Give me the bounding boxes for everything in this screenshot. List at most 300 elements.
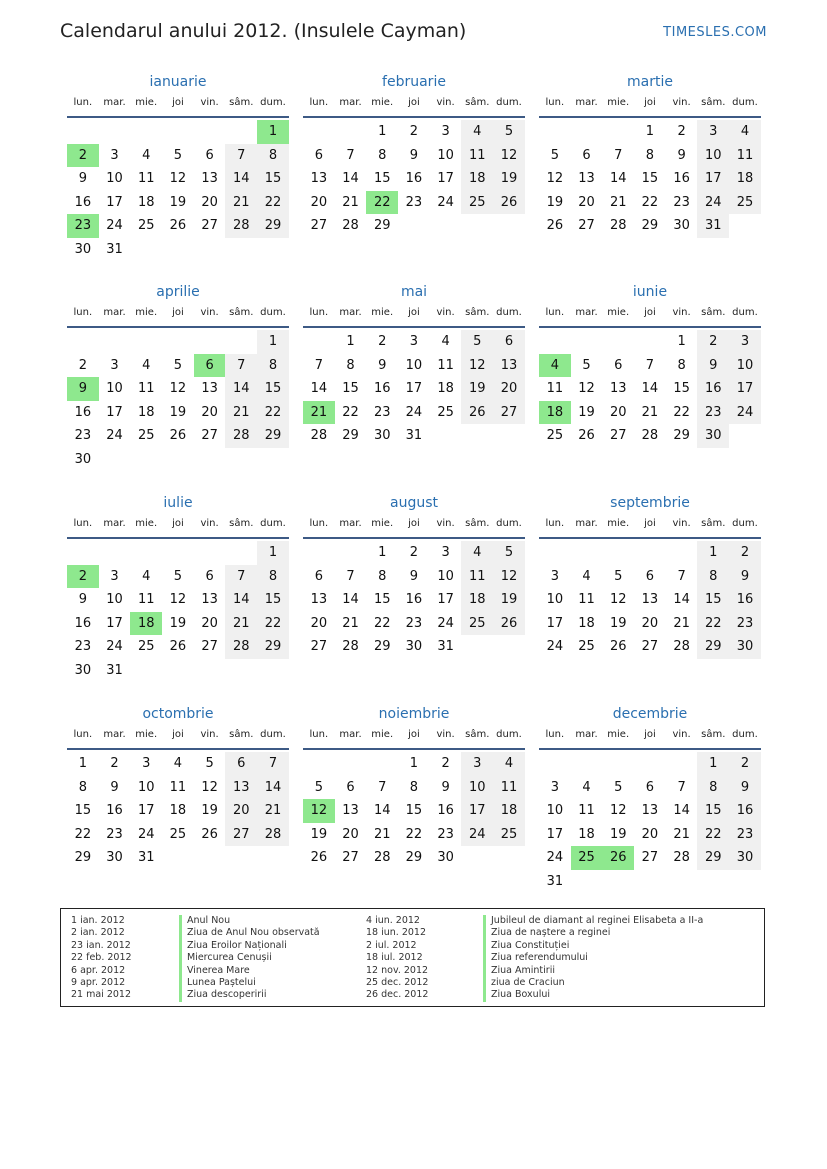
empty-day-cell: [634, 541, 666, 565]
day-cell: 3: [142, 756, 151, 771]
empty-day-cell: [225, 120, 257, 144]
weekday-label: lun.: [309, 97, 329, 108]
day-cell: 12: [169, 592, 187, 608]
day-cell: 9: [110, 779, 119, 795]
day-cell: 27: [225, 823, 257, 847]
weekday-label: mie.: [371, 518, 394, 529]
weekday-label: mar.: [103, 307, 126, 318]
day-cell: 7: [225, 565, 257, 589]
empty-day-cell: [493, 424, 525, 448]
day-cell: 26: [493, 191, 525, 215]
week-row: [67, 214, 289, 238]
day-cell: 31: [697, 214, 729, 238]
day-cell: 18: [437, 381, 454, 397]
day-cell: 7: [257, 752, 289, 776]
weekday-label: mie.: [135, 729, 158, 740]
day-cell: 5: [614, 568, 623, 584]
empty-day-cell: [162, 330, 194, 354]
week-row: [303, 823, 525, 847]
day-cell: 28: [310, 428, 328, 444]
day-cell: 22: [697, 823, 729, 847]
day-cell: 4: [729, 120, 761, 144]
month-name: decembrie: [612, 706, 688, 722]
empty-day-cell: [130, 659, 162, 683]
day-cell: 1: [78, 756, 87, 771]
day-cell: 19: [546, 194, 564, 210]
week-row: [67, 448, 289, 472]
day-cell: 10: [546, 803, 564, 819]
day-cell: 10: [546, 592, 564, 608]
week-row: [67, 120, 289, 144]
day-cell: 1: [697, 541, 729, 565]
day-cell: 19: [169, 194, 187, 210]
day-cell: 17: [405, 381, 423, 397]
day-cell: 15: [697, 588, 729, 612]
day-cell: 11: [461, 144, 493, 168]
day-cell: 7: [677, 779, 686, 795]
day-cell: 3: [461, 752, 493, 776]
day-cell: 26: [609, 639, 627, 655]
day-cell: 12: [303, 799, 335, 823]
weekday-label: mie.: [135, 518, 158, 529]
holiday-name: Vinerea Mare: [187, 964, 250, 976]
day-cell: 29: [373, 639, 391, 655]
holiday-date: 2 ian. 2012: [71, 927, 125, 939]
day-cell: 25: [437, 404, 454, 420]
day-cell: 16: [74, 615, 92, 631]
day-cell: 22: [366, 191, 398, 215]
day-cell: 18: [169, 803, 187, 819]
weekday-label: mar.: [339, 97, 362, 108]
day-cell: 1: [257, 541, 289, 565]
day-cell: 28: [673, 850, 690, 866]
day-cell: 9: [697, 354, 729, 378]
weekday-header: [303, 513, 525, 539]
day-cell: 29: [405, 850, 423, 866]
holiday-date: 22 feb. 2012: [71, 952, 132, 964]
day-cell: 27: [201, 218, 218, 234]
day-cell: 3: [409, 334, 419, 349]
day-cell: 16: [729, 799, 761, 823]
day-cell: 17: [437, 171, 454, 187]
empty-day-cell: [194, 846, 226, 870]
day-cell: 12: [609, 803, 627, 819]
empty-day-cell: [225, 330, 257, 354]
weekday-header: [539, 92, 761, 118]
day-cell: 4: [582, 779, 591, 795]
week-row: [539, 377, 761, 401]
day-cell: 2: [441, 756, 450, 771]
weekday-label: mar.: [575, 729, 598, 740]
holiday-date: 1 ian. 2012: [71, 915, 125, 926]
weekday-label: mar.: [575, 97, 598, 108]
empty-day-cell: [303, 120, 335, 144]
day-cell: 27: [201, 428, 218, 444]
week-row: [67, 354, 289, 378]
day-cell: 27: [609, 428, 627, 444]
weekday-label: joi: [644, 307, 656, 318]
day-cell: 6: [645, 779, 655, 795]
week-row: [539, 588, 761, 612]
day-cell: 21: [225, 612, 257, 636]
weekday-label: mie.: [371, 97, 394, 108]
day-cell: 13: [493, 354, 525, 378]
day-cell: 11: [729, 144, 761, 168]
day-cell: 8: [697, 565, 729, 589]
holiday-name: Jubileul de diamant al reginei Elisabeta a II-a: [491, 915, 704, 926]
weekday-label: mar.: [103, 518, 126, 529]
empty-day-cell: [130, 238, 162, 262]
holiday-date: 12 nov. 2012: [366, 964, 429, 976]
empty-day-cell: [303, 541, 335, 565]
weekday-label: mie.: [607, 97, 630, 108]
day-cell: 11: [546, 381, 564, 397]
week-row: [67, 752, 289, 776]
empty-day-cell: [162, 120, 194, 144]
weekday-header: [67, 513, 289, 539]
day-cell: 10: [106, 381, 123, 397]
day-cell: 25: [137, 639, 155, 655]
day-cell: 20: [578, 194, 595, 210]
weekday-header: [303, 302, 525, 328]
day-cell: 8: [257, 565, 289, 589]
day-cell: 9: [729, 565, 761, 589]
empty-day-cell: [194, 120, 226, 144]
day-cell: 11: [137, 592, 155, 608]
empty-day-cell: [493, 635, 525, 659]
day-cell: 6: [205, 568, 214, 584]
day-cell: 15: [641, 171, 659, 187]
day-cell: 25: [578, 639, 595, 655]
day-cell: 1: [677, 334, 686, 349]
day-cell: 2: [409, 545, 419, 560]
week-row: [539, 401, 761, 425]
day-cell: 20: [201, 615, 218, 631]
day-cell: 11: [137, 171, 155, 187]
day-cell: 3: [550, 779, 559, 795]
empty-day-cell: [571, 541, 603, 565]
week-row: [539, 635, 761, 659]
week-row: [67, 588, 289, 612]
week-row: [67, 191, 289, 215]
weekday-label: mie.: [607, 729, 630, 740]
day-cell: 18: [461, 588, 493, 612]
day-cell: 16: [106, 803, 123, 819]
day-cell: 23: [373, 404, 391, 420]
weekday-label: vin.: [200, 97, 219, 108]
weekday-label: dum.: [260, 729, 286, 740]
month-octombrie: [67, 704, 289, 870]
empty-day-cell: [539, 330, 571, 354]
empty-day-cell: [602, 752, 634, 776]
empty-day-cell: [539, 120, 571, 144]
day-cell: 29: [74, 850, 92, 866]
month-name: octombrie: [142, 706, 214, 722]
day-cell: 16: [373, 381, 391, 397]
empty-day-cell: [461, 214, 493, 238]
empty-day-cell: [493, 846, 525, 870]
day-cell: 9: [441, 779, 450, 795]
day-cell: 23: [697, 401, 729, 425]
empty-day-cell: [571, 752, 603, 776]
month-name: martie: [627, 74, 673, 90]
weekday-label: sâm.: [701, 97, 726, 108]
day-cell: 18: [578, 826, 595, 842]
day-cell: 2: [729, 541, 761, 565]
day-cell: 1: [378, 124, 387, 139]
day-cell: 21: [373, 826, 391, 842]
month-name: noiembrie: [378, 706, 450, 722]
day-cell: 12: [493, 144, 525, 168]
day-cell: 15: [257, 588, 289, 612]
day-cell: 4: [461, 541, 493, 565]
day-cell: 9: [67, 377, 99, 401]
day-cell: 20: [609, 404, 627, 420]
holiday-name: Ziua Constituției: [491, 939, 570, 951]
day-cell: 10: [137, 779, 155, 795]
weekday-label: sâm.: [465, 307, 490, 318]
day-cell: 15: [673, 381, 690, 397]
month-name: februarie: [382, 74, 446, 90]
day-cell: 10: [106, 592, 123, 608]
weekday-label: joi: [644, 518, 656, 529]
day-cell: 25: [546, 428, 564, 444]
weekday-label: dum.: [732, 729, 758, 740]
empty-day-cell: [335, 120, 367, 144]
weekday-label: dum.: [260, 97, 286, 108]
day-cell: 7: [346, 568, 355, 584]
day-cell: 24: [546, 850, 564, 866]
holiday-name: Ziua de Anul Nou observată: [187, 927, 320, 939]
day-cell: 5: [314, 779, 323, 795]
day-cell: 22: [74, 826, 92, 842]
day-cell: 28: [225, 424, 257, 448]
day-cell: 29: [373, 218, 391, 234]
day-cell: 16: [74, 404, 92, 420]
day-cell: 23: [673, 194, 690, 210]
weekday-label: mar.: [339, 518, 362, 529]
holiday-name: Anul Nou: [187, 915, 231, 926]
day-cell: 21: [673, 615, 690, 631]
empty-day-cell: [303, 330, 335, 354]
empty-day-cell: [194, 659, 226, 683]
empty-day-cell: [571, 330, 603, 354]
day-cell: 5: [550, 147, 559, 163]
empty-day-cell: [634, 752, 666, 776]
day-cell: 14: [609, 171, 627, 187]
weekday-label: joi: [644, 97, 656, 108]
week-row: [539, 424, 761, 448]
day-cell: 24: [546, 639, 564, 655]
weekday-label: mar.: [575, 518, 598, 529]
holiday-name: Ziua referendumului: [491, 952, 588, 964]
weekday-header: [303, 724, 525, 750]
day-cell: 26: [602, 846, 634, 870]
day-cell: 23: [67, 214, 99, 238]
month-name: mai: [400, 284, 428, 300]
empty-day-cell: [666, 541, 698, 565]
week-row: [303, 377, 525, 401]
weekday-label: lun.: [545, 729, 565, 740]
empty-day-cell: [602, 330, 634, 354]
week-row: [539, 823, 761, 847]
day-cell: 11: [437, 357, 454, 373]
week-row: [303, 401, 525, 425]
day-cell: 9: [78, 171, 87, 187]
week-row: [303, 776, 525, 800]
week-row: [303, 120, 525, 144]
day-cell: 19: [310, 826, 328, 842]
day-cell: 26: [546, 218, 564, 234]
empty-day-cell: [99, 448, 131, 472]
weekday-label: sâm.: [465, 97, 490, 108]
week-row: [303, 191, 525, 215]
day-cell: 13: [225, 776, 257, 800]
empty-day-cell: [194, 238, 226, 262]
day-cell: 28: [673, 639, 690, 655]
day-cell: 9: [409, 568, 419, 584]
empty-day-cell: [257, 659, 289, 683]
day-cell: 16: [405, 171, 423, 187]
day-cell: 7: [225, 354, 257, 378]
day-cell: 20: [310, 194, 328, 210]
day-cell: 25: [169, 826, 187, 842]
day-cell: 21: [342, 194, 359, 210]
day-cell: 6: [614, 357, 623, 373]
week-row: [67, 565, 289, 589]
day-cell: 23: [405, 615, 423, 631]
day-cell: 19: [578, 404, 595, 420]
day-cell: 11: [493, 776, 525, 800]
day-cell: 18: [461, 167, 493, 191]
day-cell: 20: [641, 826, 659, 842]
day-cell: 22: [373, 615, 391, 631]
month-name: septembrie: [610, 495, 690, 511]
day-cell: 12: [169, 381, 187, 397]
day-cell: 5: [173, 357, 183, 373]
holiday-names-right: [483, 915, 703, 1002]
day-cell: 26: [493, 612, 525, 636]
day-cell: 19: [493, 588, 525, 612]
weekday-label: mie.: [607, 518, 630, 529]
day-cell: 3: [441, 124, 450, 139]
day-cell: 14: [225, 588, 257, 612]
day-cell: 21: [342, 615, 359, 631]
empty-day-cell: [697, 870, 729, 894]
day-cell: 4: [142, 357, 151, 373]
day-cell: 16: [673, 171, 690, 187]
day-cell: 28: [342, 218, 359, 234]
day-cell: 24: [405, 404, 423, 420]
day-cell: 24: [461, 823, 493, 847]
day-cell: 22: [697, 612, 729, 636]
weekday-label: vin.: [200, 307, 219, 318]
day-cell: 24: [106, 639, 123, 655]
month-noiembrie: [303, 704, 525, 870]
month-martie: [539, 72, 761, 238]
day-cell: 29: [697, 635, 729, 659]
day-cell: 29: [641, 218, 659, 234]
week-row: [303, 167, 525, 191]
day-cell: 30: [673, 218, 690, 234]
empty-day-cell: [539, 752, 571, 776]
week-row: [303, 354, 525, 378]
holiday-date: 23 ian. 2012: [71, 939, 131, 951]
day-cell: 4: [582, 568, 591, 584]
day-cell: 6: [582, 147, 591, 163]
weekday-header: [67, 724, 289, 750]
week-row: [539, 191, 761, 215]
day-cell: 7: [225, 144, 257, 168]
day-cell: 27: [641, 850, 659, 866]
brand-link[interactable]: TIMESLES.COM: [663, 25, 767, 40]
weekday-label: sâm.: [465, 518, 490, 529]
weekday-label: dum.: [496, 729, 522, 740]
day-cell: 11: [578, 592, 595, 608]
day-cell: 28: [609, 218, 627, 234]
holiday-name: ziua de Craciun: [491, 976, 565, 988]
day-cell: 21: [673, 826, 690, 842]
day-cell: 4: [173, 756, 183, 771]
day-cell: 4: [142, 568, 151, 584]
day-cell: 7: [645, 357, 655, 373]
day-cell: 6: [314, 568, 323, 584]
weekday-header: [303, 92, 525, 118]
day-cell: 26: [310, 850, 328, 866]
day-cell: 14: [641, 381, 659, 397]
day-cell: 12: [546, 171, 564, 187]
day-cell: 23: [74, 639, 92, 655]
week-row: [303, 846, 525, 870]
day-cell: 1: [697, 752, 729, 776]
empty-day-cell: [729, 214, 761, 238]
weekday-label: sâm.: [229, 729, 254, 740]
weekday-label: dum.: [732, 307, 758, 318]
day-cell: 22: [257, 612, 289, 636]
empty-day-cell: [461, 424, 493, 448]
day-cell: 18: [578, 615, 595, 631]
weekday-label: joi: [408, 97, 420, 108]
month-decembrie: [539, 704, 761, 894]
weekday-label: lun.: [309, 307, 329, 318]
day-cell: 21: [303, 401, 335, 425]
day-cell: 14: [310, 381, 328, 397]
week-row: [303, 588, 525, 612]
day-cell: 1: [378, 545, 387, 560]
day-cell: 17: [137, 803, 155, 819]
holiday-names-left: [179, 915, 320, 1002]
day-cell: 15: [342, 381, 359, 397]
day-cell: 2: [677, 124, 686, 139]
day-cell: 31: [106, 662, 123, 678]
day-cell: 13: [201, 171, 218, 187]
day-cell: 7: [378, 779, 387, 795]
day-cell: 28: [225, 214, 257, 238]
weekday-label: mie.: [135, 97, 158, 108]
day-cell: 10: [106, 171, 123, 187]
weekday-header: [67, 302, 289, 328]
day-cell: 20: [310, 615, 328, 631]
day-cell: 28: [225, 635, 257, 659]
empty-day-cell: [571, 870, 603, 894]
week-row: [303, 635, 525, 659]
holiday-name: Ziua Boxului: [491, 989, 550, 1001]
day-cell: 29: [673, 428, 690, 444]
day-cell: 2: [378, 334, 387, 349]
weekday-label: lun.: [73, 97, 93, 108]
week-row: [303, 144, 525, 168]
day-cell: 22: [257, 401, 289, 425]
